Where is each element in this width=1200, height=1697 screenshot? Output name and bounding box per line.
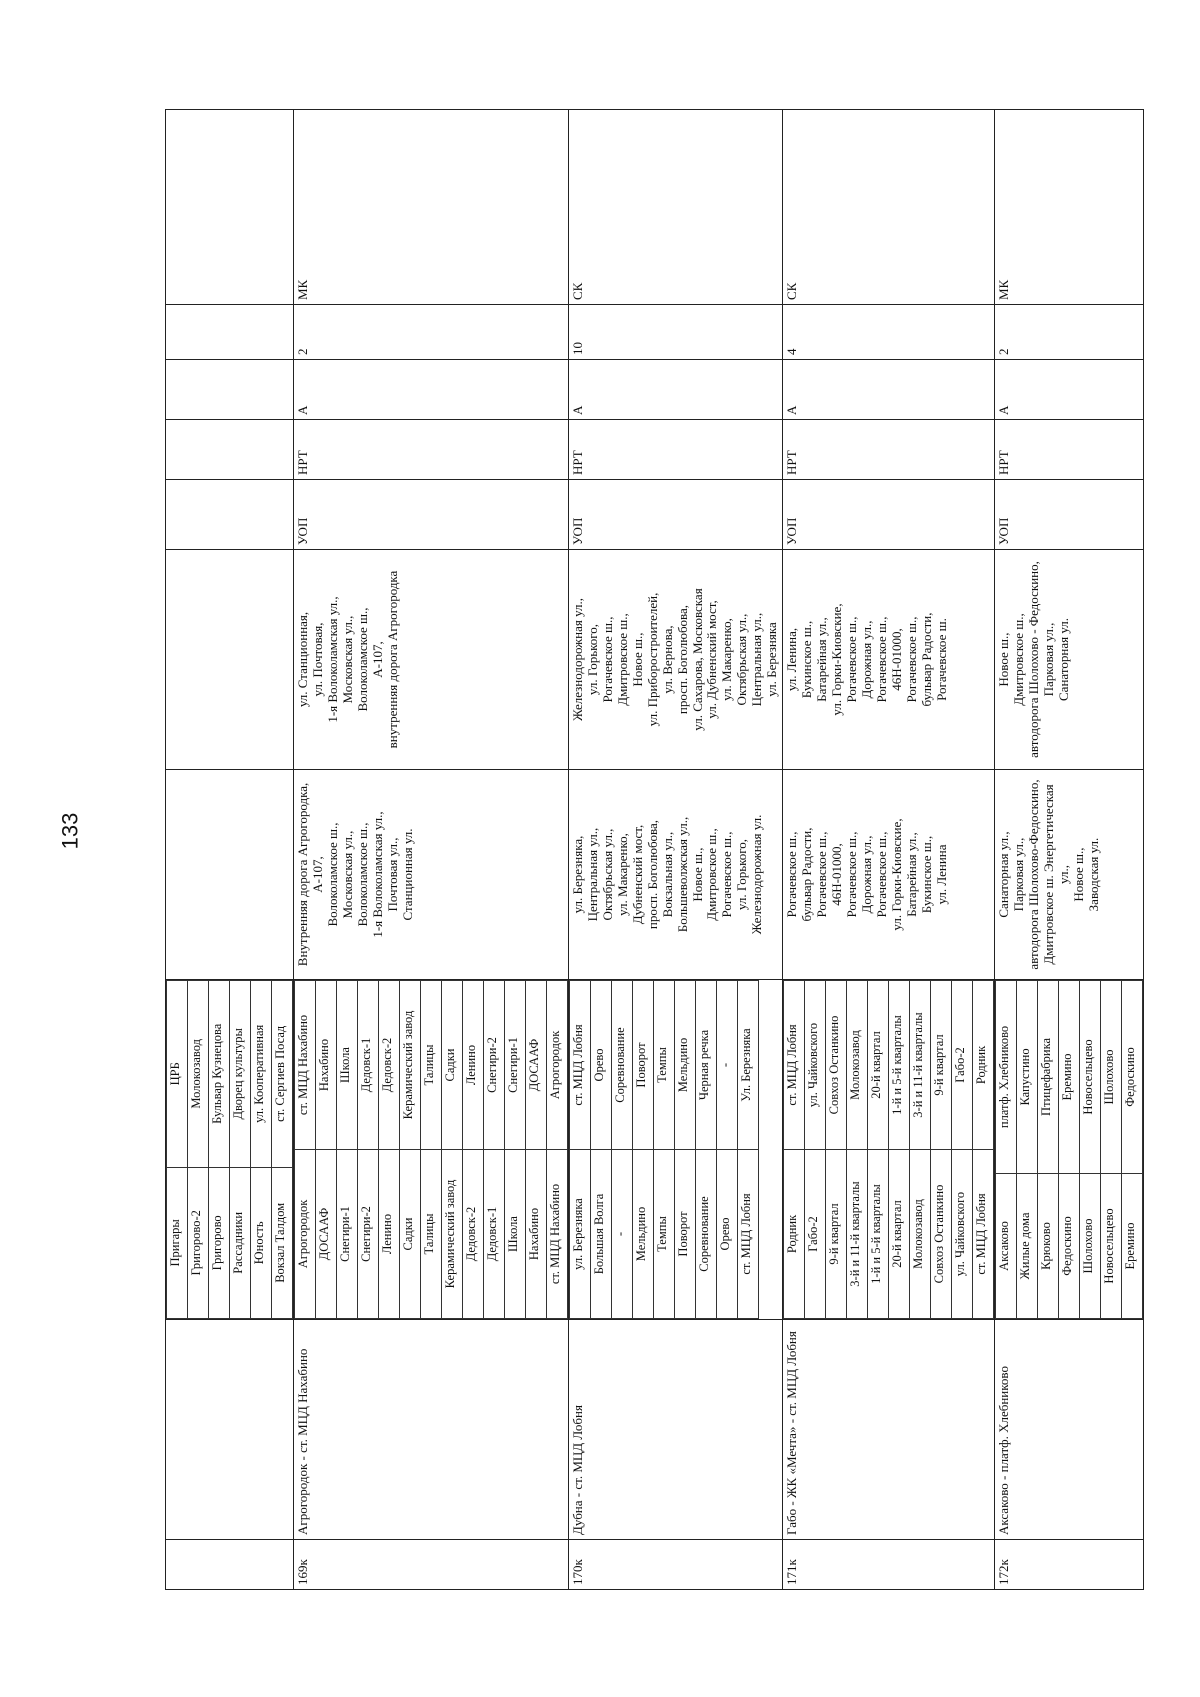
route-number: 169к [294, 1540, 569, 1590]
backward-streets [569, 550, 783, 770]
stop-forward: 20-й квартал [889, 1150, 910, 1319]
stop-backward: Дворец культуры [230, 981, 251, 1168]
route-type: УОП [294, 480, 569, 550]
rotated-table-container [165, 110, 1165, 1590]
stop-backward: Федоскино [1122, 981, 1143, 1174]
street-line: ул. Березняка, [570, 835, 585, 914]
street-line: Дмитровское ш. Энергетическая [1040, 784, 1056, 965]
stop-row [463, 981, 484, 1319]
stop-backward: Поворот [633, 981, 654, 1150]
street-line: Новое ш., [996, 632, 1012, 687]
stops-subtable [783, 980, 994, 1319]
stop-backward: 9-й квартал [931, 981, 952, 1150]
stop-forward: ст. МЦД Лобня [738, 1150, 759, 1319]
street-line: Дмитровское ш., [704, 828, 720, 921]
stop-backward: Мельдино [675, 981, 696, 1150]
street-line: Санаторная ул., [996, 831, 1012, 918]
stop-backward: Темпы [654, 981, 675, 1150]
street-line: ул. Сахарова, Московская [689, 588, 705, 731]
stop-forward: Садки [400, 1150, 421, 1319]
stop-backward: Черная речка [696, 981, 717, 1150]
street-line: Новое ш., [689, 847, 705, 902]
stop-backward: Соревнование [612, 981, 633, 1150]
street-line: Новое ш., [1070, 847, 1086, 902]
street-line: Рогачевское ш., [843, 616, 859, 703]
route-name: Дубна - ст. МЦД Лобня [569, 1320, 783, 1540]
street-line: бульвар Радости, [918, 612, 934, 707]
stop-backward: 3-й и 11-й кварталы [910, 981, 931, 1150]
street-line: 46Н-01000, [888, 628, 904, 691]
street-line: автодорога Шолохово-Федоскино, [1026, 779, 1041, 970]
street-line: Дубненский мост, [629, 824, 645, 925]
stop-backward: Ленино [463, 981, 484, 1150]
stop-backward: 20-й квартал [868, 981, 889, 1150]
stop-row [272, 981, 293, 1319]
stop-forward: Мельдино [633, 1150, 654, 1319]
stop-backward: Родник [973, 981, 994, 1150]
route-number: 171к [783, 1540, 995, 1590]
stop-backward: Нахабино [316, 981, 337, 1150]
stop-backward: Ул. Березняка [738, 981, 759, 1150]
forward-streets [995, 770, 1144, 980]
stop-forward: Совхоз Останкино [931, 1150, 952, 1319]
street-line: ул. Ленина, [784, 627, 800, 692]
route-name: Габо - ЖК «Мечта» - ст. МЦД Лобня [783, 1320, 995, 1540]
backward-streets [783, 550, 995, 770]
street-line: ул. Макаренко, [614, 833, 630, 916]
stop-row [526, 981, 547, 1319]
stop-backward: ст. МЦД Лобня [784, 981, 805, 1150]
street-line: ул. Почтовая, [309, 622, 325, 697]
route-row [569, 110, 783, 1590]
street-line: Рогачевское ш., [814, 831, 829, 918]
stop-forward: Вокзал Талдом [272, 1167, 293, 1318]
route-count: 4 [783, 305, 995, 360]
street-line: Центральная ул., [584, 827, 600, 922]
stop-forward: Поворот [675, 1150, 696, 1319]
stop-row [1038, 981, 1059, 1319]
stop-backward: Совхоз Останкино [826, 981, 847, 1150]
stop-forward: ул. Чайковского [952, 1150, 973, 1319]
stops-cell [294, 980, 569, 1320]
stop-forward: Дедовск-2 [463, 1150, 484, 1319]
street-line: Большеволжская ул., [674, 816, 690, 933]
stop-forward: Федоскино [1059, 1173, 1080, 1318]
route-name: Аксаково - платф. Хлебниково [995, 1320, 1144, 1540]
stop-forward: Ленино [379, 1150, 400, 1319]
page-number: 133 [57, 812, 83, 850]
route-type: УОП [783, 480, 995, 550]
stop-forward: Новосельцево [1101, 1173, 1122, 1318]
route-class: А [569, 360, 783, 420]
street-line: ул. Березняка [764, 622, 780, 697]
route-row [294, 110, 569, 1590]
street-line: автодорога Шолохово - Федоскино, [1026, 561, 1041, 758]
stop-row [805, 981, 826, 1319]
stop-backward: Керамический завод [400, 981, 421, 1150]
street-line: ул. Приборостроителей, [644, 592, 660, 727]
forward-streets [569, 770, 783, 980]
street-line: Внутренняя дорога Агрогородка, [295, 782, 310, 967]
stops-subtable [569, 980, 759, 1319]
street-line: Железнодорожная ул. [749, 814, 765, 935]
route-count: 2 [294, 305, 569, 360]
empty-cell [166, 770, 294, 980]
stop-row [910, 981, 931, 1319]
route-count: 2 [995, 305, 1144, 360]
stop-forward: - [612, 1150, 633, 1319]
street-line: Санаторная ул. [1055, 618, 1071, 701]
stop-backward: Дедовск-2 [379, 981, 400, 1150]
stop-forward: Молокозавод [910, 1150, 931, 1319]
stop-backward: Агрогородок [547, 981, 568, 1150]
street-line: Рогачевское ш., [784, 831, 800, 918]
stop-forward: Снегири-1 [337, 1150, 358, 1319]
stop-forward: ул. Березняка [570, 1150, 591, 1319]
stop-backward: ул. Чайковского [805, 981, 826, 1150]
empty-cell [166, 1320, 294, 1540]
street-line: Батарейная ул., [903, 832, 919, 917]
route-rolling: СК [569, 110, 783, 305]
stop-forward: Талицы [421, 1150, 442, 1319]
stops-cell [569, 980, 783, 1320]
stops-cell [783, 980, 995, 1320]
stop-forward: Школа [505, 1150, 526, 1319]
empty-cell [166, 110, 294, 305]
stop-forward: Юность [251, 1167, 272, 1318]
stop-row [1017, 981, 1038, 1319]
header-continuation-row [166, 110, 294, 1590]
stop-row [633, 981, 654, 1319]
street-line: бульвар Радости, [799, 827, 815, 922]
street-line: Батарейная ул., [814, 617, 829, 702]
stops-cell [995, 980, 1144, 1320]
street-line: Почтовая ул., [384, 837, 400, 912]
stop-row [570, 981, 591, 1319]
stop-row [358, 981, 379, 1319]
stop-forward: ст. МЦД Нахабино [547, 1150, 568, 1319]
route-count: 10 [569, 305, 783, 360]
stop-row [889, 981, 910, 1319]
stop-row [738, 981, 759, 1319]
stop-row [696, 981, 717, 1319]
route-class: А [995, 360, 1144, 420]
stop-forward: Орево [717, 1150, 738, 1319]
street-line: Волоколамское ш., [354, 822, 370, 927]
street-line: Волоколамское ш., [324, 822, 340, 927]
route-name: Агрогородок - ст. МЦД Нахабино [294, 1320, 569, 1540]
street-line: Заводская ул. [1085, 837, 1101, 912]
street-line: ул. Ленина [933, 844, 949, 905]
stop-row [612, 981, 633, 1319]
stop-forward: Пригары [167, 1167, 188, 1318]
stop-row [973, 981, 994, 1319]
stop-forward: Агрогородок [295, 1150, 316, 1319]
empty-cell [166, 420, 294, 480]
stop-forward: Родник [784, 1150, 805, 1319]
street-line: 1-я Волоколамская ул., [369, 811, 385, 938]
street-line: ул. Станционная, [295, 611, 310, 708]
street-line: Рогачевское ш., [599, 616, 615, 703]
stop-forward: Темпы [654, 1150, 675, 1319]
empty-cell [166, 480, 294, 550]
street-line: Дорожная ул., [858, 620, 874, 699]
stop-backward: Снегири-2 [484, 981, 505, 1150]
street-line: Рогачевское ш., [719, 831, 735, 918]
stop-backward: Снегири-1 [505, 981, 526, 1150]
stop-row [1122, 981, 1143, 1319]
stop-forward: Шолохово [1080, 1173, 1101, 1318]
route-order: НРТ [569, 420, 783, 480]
stop-backward: ст. Сергиев Посад [272, 981, 293, 1168]
stop-row [505, 981, 526, 1319]
stop-row [996, 981, 1017, 1319]
street-line: Рогачевское ш., [873, 616, 889, 703]
stop-backward: Новосельцево [1080, 981, 1101, 1174]
street-line: Новое ш., [629, 632, 645, 687]
street-line: Октябрьская ул., [734, 613, 750, 706]
stop-row [784, 981, 805, 1319]
street-line: 1-я Волоколамская ул., [324, 596, 340, 723]
stop-row [167, 981, 188, 1319]
street-line: ул. Макаренко, [719, 618, 735, 701]
stop-backward: Габо-2 [952, 981, 973, 1150]
stop-row [868, 981, 889, 1319]
stop-backward: ЦРБ [167, 981, 188, 1168]
route-type: УОП [569, 480, 783, 550]
street-line: 46Н-01000, [828, 843, 844, 906]
stop-row [547, 981, 568, 1319]
backward-streets [995, 550, 1144, 770]
backward-streets [294, 550, 569, 770]
stop-backward: Птицефабрика [1038, 981, 1059, 1174]
stops-subtable [995, 980, 1143, 1319]
stop-forward: 1-й и 5-й кварталы [868, 1150, 889, 1319]
street-line: Дмитровское ш., [614, 613, 630, 706]
street-line: ул. Вернова, [659, 625, 675, 694]
route-type: УОП [995, 480, 1144, 550]
stop-row [188, 981, 209, 1319]
street-line: А-107, [369, 641, 385, 678]
stop-backward: Молокозавод [188, 981, 209, 1168]
stop-row [826, 981, 847, 1319]
street-line: Вокзальная ул., [659, 831, 675, 918]
stop-backward: ст. МЦД Нахабино [295, 981, 316, 1150]
street-line: ул. Горки-Киовские, [828, 603, 844, 716]
stop-forward: 9-й квартал [826, 1150, 847, 1319]
forward-streets [294, 770, 569, 980]
stop-forward: Нахабино [526, 1150, 547, 1319]
stop-row [251, 981, 272, 1319]
stop-forward: ст. МЦД Лобня [973, 1150, 994, 1319]
street-line: внутренняя дорога Агрогородка [384, 570, 400, 749]
stop-backward: Шолохово [1101, 981, 1122, 1174]
stop-row [421, 981, 442, 1319]
stop-backward: Школа [337, 981, 358, 1150]
route-order: НРТ [995, 420, 1144, 480]
stop-forward: 3-й и 11-й кварталы [847, 1150, 868, 1319]
stop-backward: платф. Хлебниково [996, 981, 1017, 1174]
street-line: ул. Горького, [584, 623, 600, 696]
street-line: Букинское ш., [799, 620, 815, 699]
stop-row [316, 981, 337, 1319]
route-rolling: МК [995, 110, 1144, 305]
stop-backward: ст. МЦД Лобня [570, 981, 591, 1150]
stop-row [209, 981, 230, 1319]
stop-row [654, 981, 675, 1319]
route-order: НРТ [783, 420, 995, 480]
stop-row [230, 981, 251, 1319]
street-line: Московская ул., [339, 615, 355, 704]
stop-forward: Григорово [209, 1167, 230, 1318]
stop-forward: Григорово-2 [188, 1167, 209, 1318]
stop-row [442, 981, 463, 1319]
stop-backward: Бульвар Кузнецова [209, 981, 230, 1168]
stop-backward: Еремино [1059, 981, 1080, 1174]
street-line: Букинское ш., [918, 835, 934, 914]
stop-row [952, 981, 973, 1319]
empty-cell [166, 360, 294, 420]
street-line: Железнодорожная ул., [570, 597, 585, 722]
stop-row [847, 981, 868, 1319]
stop-forward: Крюково [1038, 1173, 1059, 1318]
empty-cell [166, 1540, 294, 1590]
stop-forward: Еремино [1122, 1173, 1143, 1318]
street-line: А-107, [309, 856, 325, 893]
stop-row [931, 981, 952, 1319]
stops-subtable [294, 980, 568, 1319]
route-number: 170к [569, 1540, 783, 1590]
stop-row [1059, 981, 1080, 1319]
stop-row [337, 981, 358, 1319]
stop-forward: Рассадники [230, 1167, 251, 1318]
stop-forward: Габо-2 [805, 1150, 826, 1319]
stop-row [591, 981, 612, 1319]
stop-backward: Талицы [421, 981, 442, 1150]
street-line: Рогачевское ш., [903, 616, 919, 703]
stop-row [675, 981, 696, 1319]
stop-backward: Капустино [1017, 981, 1038, 1174]
stop-backward: Садки [442, 981, 463, 1150]
route-number: 172к [995, 1540, 1144, 1590]
street-line: Московская ул., [339, 830, 355, 919]
street-line: Станционная ул. [399, 828, 415, 921]
stop-row [1080, 981, 1101, 1319]
street-line: Волоколамское ш., [354, 607, 370, 712]
stop-forward: Аксаково [996, 1173, 1017, 1318]
street-line: Рогачевское ш., [873, 831, 889, 918]
street-line: просп. Боголюбова, [674, 604, 690, 715]
stop-forward: Соревнование [696, 1150, 717, 1319]
empty-cell [166, 550, 294, 770]
stop-backward: Молокозавод [847, 981, 868, 1150]
street-line: ул. Горки-Киовские, [888, 818, 904, 931]
empty-cell [166, 305, 294, 360]
street-line: Дорожная ул., [858, 835, 874, 914]
stop-forward: Жилые дома [1017, 1173, 1038, 1318]
forward-streets [783, 770, 995, 980]
route-row [783, 110, 995, 1590]
stop-row [484, 981, 505, 1319]
street-line: Рогачевское ш. [933, 618, 949, 701]
stop-row [295, 981, 316, 1319]
street-line: ул. Дубненский мост, [704, 600, 720, 719]
stop-row [379, 981, 400, 1319]
route-class: А [294, 360, 569, 420]
route-rolling: МК [294, 110, 569, 305]
street-line: просп. Боголюбова, [644, 819, 660, 930]
stop-backward: 1-й и 5-й кварталы [889, 981, 910, 1150]
stops-subtable [166, 980, 293, 1319]
stops-cell [166, 980, 294, 1320]
stop-backward: Дедовск-1 [358, 981, 379, 1150]
stop-forward: Дедовск-1 [484, 1150, 505, 1319]
route-order: НРТ [294, 420, 569, 480]
street-line: ул. Горького, [734, 838, 750, 911]
street-line: Парковая ул., [1040, 622, 1056, 697]
stop-forward: Большая Волга [591, 1150, 612, 1319]
street-line: ул., [1055, 865, 1071, 884]
street-line: Центральная ул., [749, 612, 765, 707]
stop-row [717, 981, 738, 1319]
stop-forward: Керамический завод [442, 1150, 463, 1319]
stop-backward: Орево [591, 981, 612, 1150]
stop-row [400, 981, 421, 1319]
route-row [995, 110, 1144, 1590]
street-line: Рогачевское ш., [843, 831, 859, 918]
stop-backward: - [717, 981, 738, 1150]
street-line: Дмитровское ш., [1011, 613, 1027, 706]
stop-backward: ул. Кооперативная [251, 981, 272, 1168]
stop-forward: Снегири-2 [358, 1150, 379, 1319]
street-line: Парковая ул., [1011, 837, 1027, 912]
route-rolling: СК [783, 110, 995, 305]
stop-forward: ДОСААФ [316, 1150, 337, 1319]
route-class: А [783, 360, 995, 420]
stop-row [1101, 981, 1122, 1319]
stop-backward: ДОСААФ [526, 981, 547, 1150]
routes-table [165, 109, 1144, 1590]
street-line: Октябрьская ул., [599, 828, 615, 921]
